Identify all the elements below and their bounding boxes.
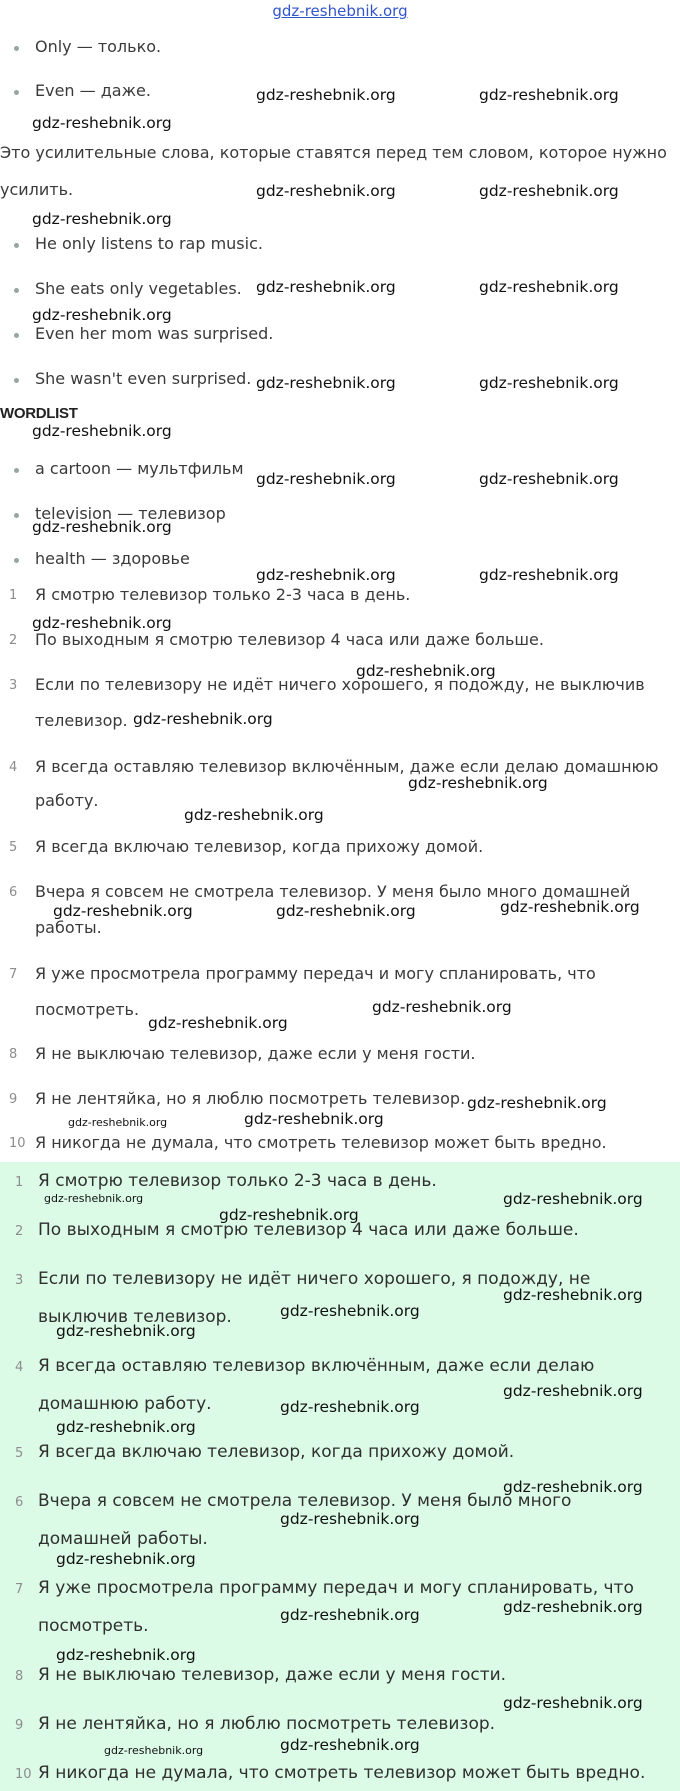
answer-number: 4: [15, 1360, 24, 1375]
sentence-line: Я всегда оставляю телевизор включённым, даже если делаю домашнюю: [35, 757, 659, 776]
watermark-text: gdz-reshebnik.org: [148, 1014, 288, 1032]
sentence-line: Если по телевизору не идёт ничего хорошего, я подожду, не выключив: [35, 675, 645, 694]
answer-line: посмотреть.: [38, 1616, 149, 1636]
answer-line: Если по телевизору не идёт ничего хорошего, я подожду, не: [38, 1269, 591, 1289]
example-item: She wasn't even surprised.: [14, 369, 251, 388]
watermark-text: gdz-reshebnik.org: [256, 470, 396, 488]
answer-line: домашней работы.: [38, 1529, 208, 1549]
answer-line: Я никогда не думала, что смотреть телевизор может быть вредно.: [38, 1763, 646, 1783]
watermark-text: gdz-reshebnik.org: [256, 278, 396, 296]
watermark-text: gdz-reshebnik.org: [133, 710, 273, 728]
wordlist-heading: WORDLIST: [0, 405, 78, 422]
site-watermark-link[interactable]: gdz-reshebnik.org: [272, 2, 408, 20]
watermark-text: gdz-reshebnik.org: [244, 1110, 384, 1128]
watermark-text: gdz-reshebnik.org: [53, 902, 193, 920]
watermark-text: gdz-reshebnik.org: [32, 114, 172, 132]
answer-line: домашнюю работу.: [38, 1394, 212, 1414]
watermark-text: gdz-reshebnik.org: [104, 1744, 204, 1757]
bullet-item: Only — только.: [14, 37, 161, 56]
sentence-number: 7: [9, 967, 18, 982]
watermark-text: gdz-reshebnik.org: [276, 902, 416, 920]
wordlist-item: health — здоровье: [14, 549, 190, 568]
watermark-text: gdz-reshebnik.org: [56, 1418, 196, 1436]
sentence-number: 3: [9, 678, 18, 693]
sentence-line: Вчера я совсем не смотрела телевизор. У меня было много домашней: [35, 882, 631, 901]
answer-line: Я не лентяйка, но я люблю посмотреть телевизор.: [38, 1714, 496, 1734]
watermark-text: gdz-reshebnik.org: [32, 518, 172, 536]
sentence-line: посмотреть.: [35, 1000, 140, 1019]
answer-line: выключив телевизор.: [38, 1307, 232, 1327]
example-item: She eats only vegetables.: [14, 279, 242, 298]
sentence-line: Я не выключаю телевизор, даже если у меня гости.: [35, 1044, 476, 1063]
answer-number: 9: [15, 1718, 24, 1733]
watermark-text: gdz-reshebnik.org: [256, 182, 396, 200]
watermark-text: gdz-reshebnik.org: [372, 998, 512, 1016]
answer-number: 2: [15, 1224, 24, 1239]
sentence-line: работу.: [35, 791, 99, 810]
watermark-text: gdz-reshebnik.org: [256, 566, 396, 584]
watermark-text: gdz-reshebnik.org: [479, 182, 619, 200]
answer-line: Я не выключаю телевизор, даже если у меня гости.: [38, 1665, 507, 1685]
sentence-number: 4: [9, 760, 18, 775]
watermark-text: gdz-reshebnik.org: [32, 210, 172, 228]
watermark-text: gdz-reshebnik.org: [219, 1206, 359, 1224]
watermark-text: gdz-reshebnik.org: [44, 1192, 144, 1205]
watermark-text: gdz-reshebnik.org: [356, 662, 496, 680]
usage-note: усилить.: [0, 180, 74, 199]
watermark-text: gdz-reshebnik.org: [56, 1646, 196, 1664]
sentence-number: 1: [9, 588, 18, 603]
answer-line: Вчера я совсем не смотрела телевизор. У меня было много: [38, 1491, 572, 1511]
watermark-text: gdz-reshebnik.org: [68, 1116, 168, 1129]
watermark-text: gdz-reshebnik.org: [503, 1382, 643, 1400]
sentence-line: Я никогда не думала, что смотреть телевизор может быть вредно.: [35, 1133, 607, 1152]
bullet-item: Even — даже.: [14, 81, 151, 100]
sentence-number: 9: [9, 1092, 18, 1107]
watermark-text: gdz-reshebnik.org: [467, 1094, 607, 1112]
sentence-number: 10: [9, 1136, 26, 1151]
watermark-text: gdz-reshebnik.org: [280, 1736, 420, 1754]
answer-line: По выходным я смотрю телевизор 4 часа или даже больше.: [38, 1220, 579, 1240]
watermark-text: gdz-reshebnik.org: [280, 1606, 420, 1624]
answer-line: Я уже просмотрела программу передач и могу спланировать, что: [38, 1578, 634, 1598]
watermark-text: gdz-reshebnik.org: [184, 806, 324, 824]
watermark-text: gdz-reshebnik.org: [280, 1302, 420, 1320]
answer-number: 10: [15, 1767, 32, 1782]
sentence-number: 2: [9, 633, 18, 648]
watermark-text: gdz-reshebnik.org: [280, 1398, 420, 1416]
watermark-text: gdz-reshebnik.org: [280, 1510, 420, 1528]
sentence-number: 5: [9, 840, 18, 855]
watermark-text: gdz-reshebnik.org: [479, 278, 619, 296]
watermark-text: gdz-reshebnik.org: [503, 1598, 643, 1616]
sentence-line: Я не лентяйка, но я люблю посмотреть телевизор.: [35, 1089, 466, 1108]
watermark-text: gdz-reshebnik.org: [56, 1322, 196, 1340]
watermark-text: gdz-reshebnik.org: [479, 86, 619, 104]
watermark-text: gdz-reshebnik.org: [56, 1550, 196, 1568]
answer-number: 3: [15, 1273, 24, 1288]
watermark-text: gdz-reshebnik.org: [479, 470, 619, 488]
sentence-line: По выходным я смотрю телевизор 4 часа или даже больше.: [35, 630, 544, 649]
watermark-text: gdz-reshebnik.org: [503, 1694, 643, 1712]
sentence-line: телевизор.: [35, 711, 128, 730]
answer-number: 8: [15, 1669, 24, 1684]
sentence-number: 8: [9, 1047, 18, 1062]
watermark-text: gdz-reshebnik.org: [479, 374, 619, 392]
watermark-text: gdz-reshebnik.org: [256, 374, 396, 392]
watermark-text: gdz-reshebnik.org: [256, 86, 396, 104]
sentence-line: Я всегда включаю телевизор, когда прихожу домой.: [35, 837, 484, 856]
sentence-line: работы.: [35, 918, 102, 937]
wordlist-item: television — телевизор: [14, 504, 226, 523]
sentence-line: Я уже просмотрела программу передач и могу спланировать, что: [35, 964, 596, 983]
watermark-text: gdz-reshebnik.org: [479, 566, 619, 584]
answer-line: Я смотрю телевизор только 2-3 часа в день.: [38, 1171, 437, 1191]
usage-note: Это усилительные слова, которые ставятся перед тем словом, которое нужно: [0, 143, 667, 162]
example-item: Even her mom was surprised.: [14, 324, 273, 343]
sentence-line: Я смотрю телевизор только 2-3 часа в день.: [35, 585, 411, 604]
watermark-text: gdz-reshebnik.org: [500, 898, 640, 916]
watermark-text: gdz-reshebnik.org: [503, 1190, 643, 1208]
watermark-text: gdz-reshebnik.org: [32, 422, 172, 440]
watermark-text: gdz-reshebnik.org: [32, 614, 172, 632]
answer-number: 5: [15, 1446, 24, 1461]
sentence-number: 6: [9, 885, 18, 900]
answer-number: 7: [15, 1582, 24, 1597]
example-item: He only listens to rap music.: [14, 234, 263, 253]
watermark-text: gdz-reshebnik.org: [503, 1286, 643, 1304]
wordlist-item: a cartoon — мультфильм: [14, 459, 244, 478]
answer-number: 1: [15, 1175, 24, 1190]
answer-number: 6: [15, 1495, 24, 1510]
watermark-text: gdz-reshebnik.org: [503, 1478, 643, 1496]
watermark-text: gdz-reshebnik.org: [32, 306, 172, 324]
answer-line: Я всегда включаю телевизор, когда прихожу домой.: [38, 1442, 515, 1462]
answer-line: Я всегда оставляю телевизор включённым, даже если делаю: [38, 1356, 595, 1376]
watermark-text: gdz-reshebnik.org: [408, 774, 548, 792]
